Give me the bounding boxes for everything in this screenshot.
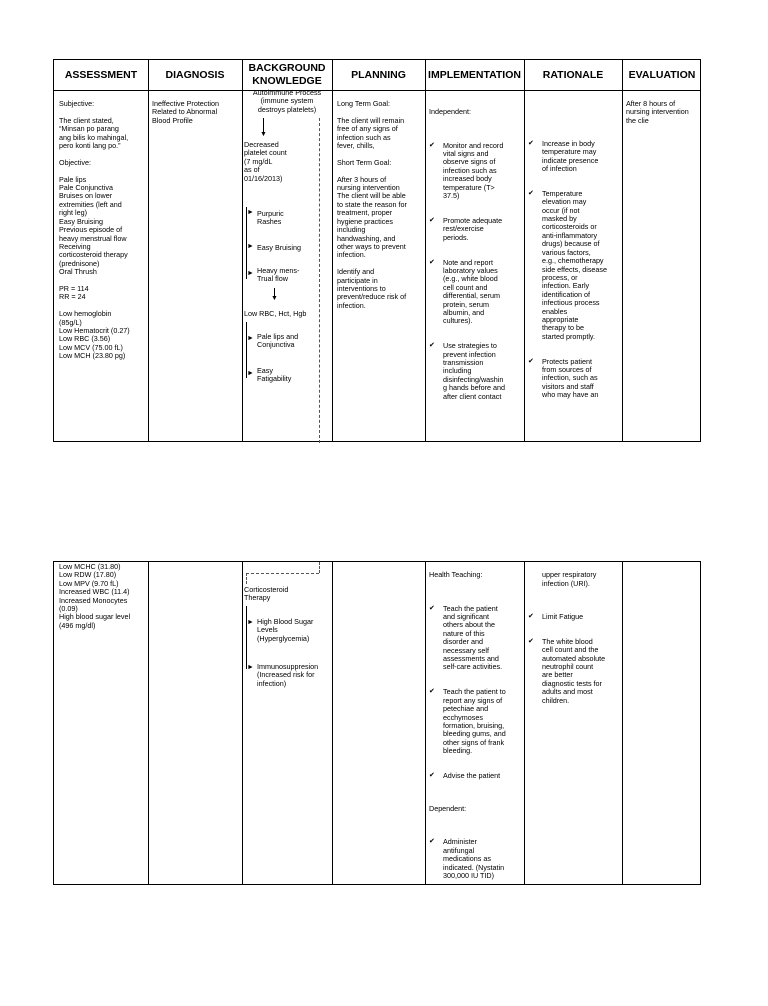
check-icon: ✔ xyxy=(429,342,435,350)
pale-lips-label: Pale lips and Conjunctiva xyxy=(257,332,299,350)
implementation-cell xyxy=(429,100,522,440)
column-divider xyxy=(242,562,243,884)
implementation-item xyxy=(429,259,522,326)
evaluation-cell: After 8 hours of nursing intervention the clie xyxy=(626,100,689,125)
check-icon: ✔ xyxy=(429,216,435,224)
implementation-text: Administer antifungal medications as indicated. (Nystatin 300,000 IU TID) xyxy=(443,837,505,880)
implementation-cell xyxy=(429,563,522,883)
rationale-text: Limit Fatigue xyxy=(542,612,584,622)
health-teaching-heading: Health Teaching: xyxy=(429,570,483,580)
care-plan-table-page-1 xyxy=(53,59,701,442)
implementation-item xyxy=(429,142,522,201)
dashed-connector xyxy=(246,573,319,574)
implementation-text: Monitor and record vital signs and observe signs of infection such as increased body temperature (T> 37.5) xyxy=(443,140,504,201)
implementation-text: Teach the patient to report any signs of petechiae and ecchymoses formation, bruising, bleeding gums, and other signs of frank bleeding. xyxy=(443,687,506,756)
rationale-text: Temperature elevation may occur (if not masked by corticosteroids or anti-inflammatory drugs) because of various factors, e.g., chemotherapy side effects, disease process, or infection. Early identification of infectious process enables appropriate therapy to be started promptly. xyxy=(542,188,607,341)
diagnosis-cell: Ineffective Protection Related to Abnormal Blood Profile xyxy=(152,100,219,125)
check-icon: ✔ xyxy=(429,141,435,149)
dashed-connector xyxy=(319,562,320,573)
check-icon: ✔ xyxy=(429,258,435,266)
purpuric-rashes-label: Purpuric Rashes xyxy=(257,209,284,227)
right-arrow-icon: ► xyxy=(247,619,254,626)
assessment-cell: Subjective: The client stated, “Minsan po parang ang bilis ko mahingal, pero konti lang po.” Objective: Pale lips Pale Conjunctiva Bruises on lower extremities (left and right leg) Easy Bruising Previous episode of heavy menstrual flow Receiving corticosteroid therapy (prednisone) Oral Thrush PR = 114 RR = 24 Low hemoglobin (85g/L) Low Hematocrit (0.27) Low RBC (3.56) Low MCV (75.00 fL) Low MCH (23.80 pg) xyxy=(59,100,130,361)
column-divider xyxy=(332,60,333,441)
care-plan-table-page-2 xyxy=(53,561,701,885)
header-implementation: IMPLEMENTATION xyxy=(428,68,521,81)
down-arrow-icon: ▼ xyxy=(260,131,267,138)
flow-branch-line xyxy=(246,606,247,669)
header-divider xyxy=(54,90,700,91)
heavy-menstrual-label: Heavy mens- Trual flow xyxy=(257,266,300,284)
rationale-text: Increase in body temperature may indicate presence of infection xyxy=(542,138,599,174)
assessment-cell: Low MCHC (31.80) Low RDW (17.80) Low MPV (9.70 fL) Increased WBC (11.4) Increased Monocytes (0.09) High blood sugar level (496 mg/dl) xyxy=(59,563,131,630)
right-arrow-icon: ► xyxy=(247,664,254,671)
implementation-text: Promote adequate rest/exercise periods. xyxy=(443,215,503,242)
easy-fatigability-label: Easy Fatigability xyxy=(257,366,292,384)
implementation-text: Note and report laboratory values (e.g., white blood cell count and differential, serum protein, serum albumin, and cultures). xyxy=(443,257,500,326)
decreased-platelet-label: Decreased platelet count (7 mg/dL as of 01/16/2013) xyxy=(244,140,287,183)
easy-bruising-label: Easy Bruising xyxy=(257,243,301,252)
rationale-cell xyxy=(528,563,621,730)
rationale-item xyxy=(528,140,621,174)
header-background-knowledge: BACKGROUND KNOWLEDGE xyxy=(248,62,326,87)
rationale-text: Protects patient from sources of infection, such as visitors and staff who may have an xyxy=(542,356,599,400)
corticosteroid-therapy-label: Corticosteroid Therapy xyxy=(244,585,289,603)
rationale-item xyxy=(528,613,621,621)
header-evaluation: EVALUATION xyxy=(628,68,696,81)
check-icon: ✔ xyxy=(528,613,534,621)
header-rationale: RATIONALE xyxy=(542,68,604,81)
rationale-item xyxy=(528,638,621,705)
column-divider xyxy=(622,60,623,441)
immunosuppression-label: Immunosuppresion (Increased risk for infection) xyxy=(257,662,319,688)
dependent-heading: Dependent: xyxy=(429,804,467,814)
rationale-cell xyxy=(528,123,621,440)
check-icon: ✔ xyxy=(528,189,534,197)
rationale-item xyxy=(528,358,621,400)
independent-heading: Independent: xyxy=(429,107,471,117)
implementation-text: Use strategies to prevent infection transmission including disinfecting/washin g hands before and after client contact xyxy=(443,341,505,401)
implementation-item xyxy=(429,342,522,401)
column-divider xyxy=(242,60,243,441)
check-icon: ✔ xyxy=(429,688,435,696)
implementation-item xyxy=(429,605,522,672)
dashed-connector xyxy=(319,118,320,443)
down-arrow-icon: ▼ xyxy=(271,295,278,302)
check-icon: ✔ xyxy=(429,771,435,779)
header-diagnosis: DIAGNOSIS xyxy=(165,68,225,81)
check-icon: ✔ xyxy=(429,604,435,612)
column-divider xyxy=(524,562,525,884)
implementation-text: Advise the patient xyxy=(443,770,501,780)
right-arrow-icon: ► xyxy=(247,209,254,216)
low-rbc-label: Low RBC, Hct, Hgb xyxy=(244,309,307,318)
implementation-item xyxy=(429,217,522,242)
right-arrow-icon: ► xyxy=(247,370,254,377)
check-icon: ✔ xyxy=(528,637,534,645)
header-planning: PLANNING xyxy=(351,68,406,81)
right-arrow-icon: ► xyxy=(247,335,254,342)
column-divider xyxy=(425,60,426,441)
high-blood-sugar-label: High Blood Sugar Levels (Hyperglycemia) xyxy=(257,617,314,643)
rationale-text: The white blood cell count and the automated absolute neutrophil count are better diagnostic tests for adults and most children. xyxy=(542,636,606,705)
check-icon: ✔ xyxy=(429,838,435,846)
right-arrow-icon: ► xyxy=(247,243,254,250)
check-icon: ✔ xyxy=(528,139,534,147)
right-arrow-icon: ► xyxy=(247,270,254,277)
implementation-item xyxy=(429,838,522,880)
implementation-item xyxy=(429,772,522,780)
planning-cell: Long Term Goal: The client will remain free of any signs of infection such as fever, chills, Short Term Goal: After 3 hours of nursing intervention The client will be able to state the reason for treatment, proper hygiene practices including handwashing, and other ways to prevent infection. Identify and participate in interventions to prevent/reduce risk of infection. xyxy=(337,100,407,310)
column-divider xyxy=(148,562,149,884)
column-divider xyxy=(524,60,525,441)
column-divider xyxy=(332,562,333,884)
autoimmune-process-label: Autoimmune Process (immune system destroys platelets) xyxy=(252,88,322,114)
column-divider xyxy=(148,60,149,441)
header-assessment: ASSESSMENT xyxy=(64,68,138,81)
implementation-text: Teach the patient and significant others about the nature of this disorder and necessary self assessments and self-care activities. xyxy=(443,603,503,672)
column-divider xyxy=(622,562,623,884)
column-divider xyxy=(425,562,426,884)
dashed-connector xyxy=(246,573,247,584)
implementation-item xyxy=(429,688,522,755)
rationale-continuation: upper respiratory infection (URI). xyxy=(542,570,597,588)
check-icon: ✔ xyxy=(528,357,534,365)
rationale-item xyxy=(528,190,621,341)
